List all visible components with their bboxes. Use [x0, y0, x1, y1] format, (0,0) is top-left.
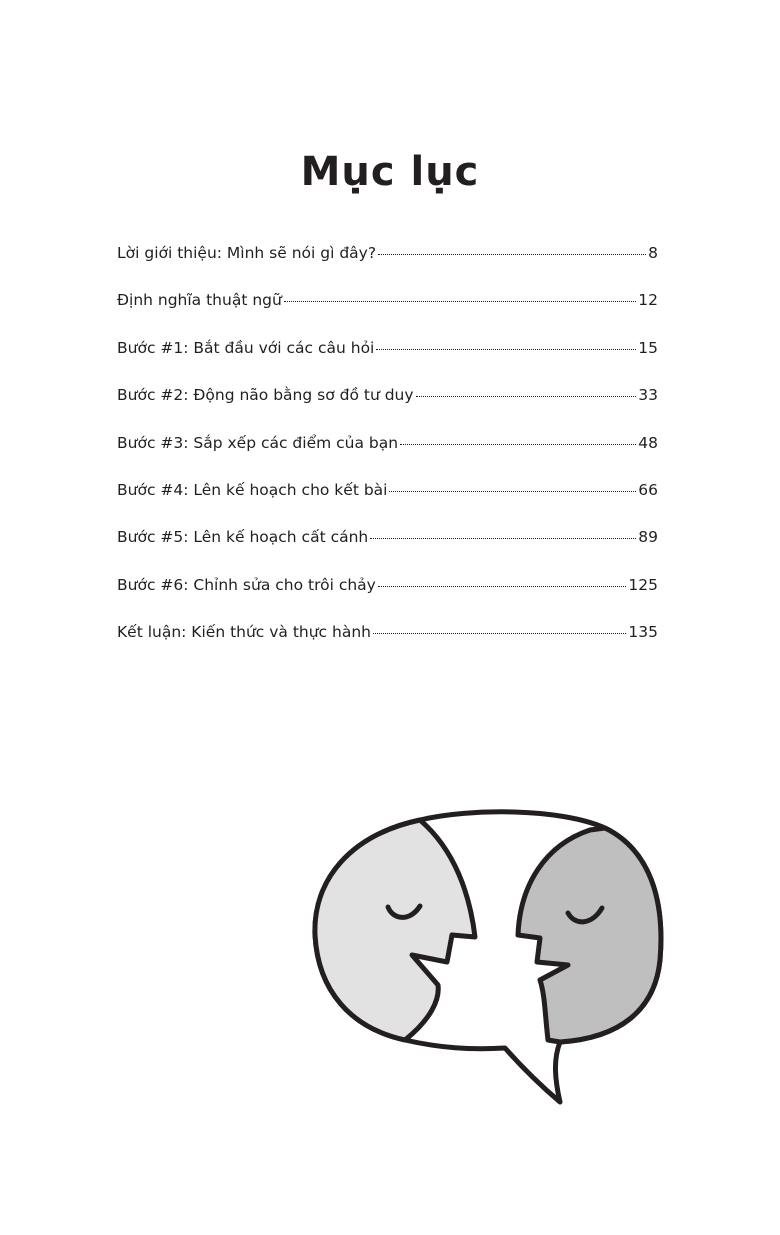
toc-entry-conclusion[interactable] [117, 623, 658, 670]
toc-entry-title: Bước #4: Lên kế hoạch cho kết bài [117, 480, 388, 499]
dot-leader [376, 349, 636, 350]
toc-entry-page-number: 15 [638, 338, 658, 357]
dot-leader [284, 301, 636, 302]
toc-entry-step-6[interactable] [117, 576, 658, 623]
dot-leader [400, 444, 636, 445]
toc-entry-step-3[interactable] [117, 434, 658, 481]
toc-entry-title: Bước #6: Chỉnh sửa cho trôi chảy [117, 575, 376, 594]
dot-leader [373, 633, 626, 634]
dot-leader [389, 491, 636, 492]
toc-entry-title: Bước #1: Bắt đầu với các câu hỏi [117, 338, 375, 357]
toc-entry-title: Kết luận: Kiến thức và thực hành [117, 623, 371, 642]
toc-entry-definitions[interactable] [117, 291, 658, 338]
speech-bubble-two-faces-icon [300, 800, 680, 1120]
toc-entry-step-5[interactable] [117, 528, 658, 575]
dot-leader [416, 396, 637, 397]
table-of-contents [117, 244, 658, 671]
toc-entry-title: Bước #3: Sắp xếp các điểm của bạn [117, 433, 399, 452]
toc-entry-page-number: 66 [638, 480, 658, 499]
toc-entry-page-number: 89 [638, 528, 658, 547]
dot-leader [378, 586, 627, 587]
toc-entry-page-number: 125 [628, 575, 658, 594]
page-title: Mục lục [300, 148, 480, 195]
toc-entry-introduction[interactable] [117, 244, 658, 291]
dot-leader [370, 538, 636, 539]
toc-entry-page-number: 33 [638, 386, 658, 405]
toc-entry-title: Bước #5: Lên kế hoạch cất cánh [117, 528, 369, 547]
toc-entry-step-4[interactable] [117, 481, 658, 528]
toc-entry-page-number: 48 [638, 433, 658, 452]
toc-entry-page-number: 8 [648, 244, 658, 262]
toc-entry-page-number: 12 [638, 291, 658, 310]
toc-entry-step-2[interactable] [117, 386, 658, 433]
toc-entry-page-number: 135 [628, 623, 658, 642]
dot-leader [378, 254, 646, 255]
toc-entry-step-1[interactable] [117, 339, 658, 386]
toc-entry-title: Bước #2: Động não bằng sơ đồ tư duy [117, 386, 414, 405]
toc-entry-title: Lời giới thiệu: Mình sẽ nói gì đây? [117, 244, 377, 262]
toc-entry-title: Định nghĩa thuật ngữ [117, 291, 282, 310]
